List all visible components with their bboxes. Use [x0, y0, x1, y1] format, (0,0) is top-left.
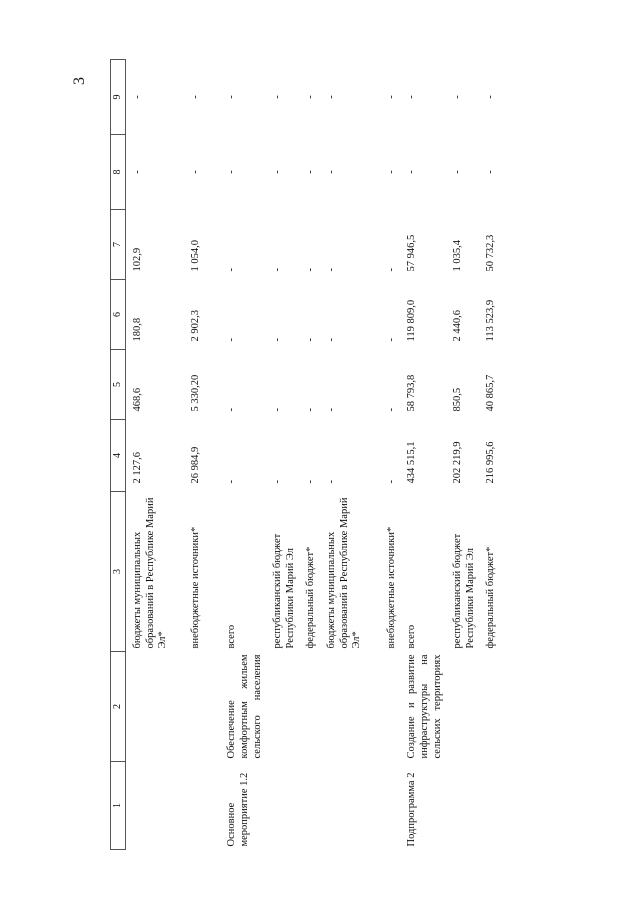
column-header: 2: [111, 652, 126, 762]
column-header: 8: [111, 135, 126, 210]
program-code-cell: [446, 762, 479, 850]
value-col8-cell: -: [226, 170, 238, 174]
value-col7-cell: 1 035,4: [452, 240, 464, 272]
value-col9-cell: -: [189, 95, 201, 99]
table-row: [126, 60, 172, 850]
table-row: [266, 60, 299, 850]
value-col8-cell: -: [189, 170, 201, 174]
value-col7-cell: 57 946,5: [406, 234, 418, 272]
program-name-cell: Создание и развитие инфраструктуры на сельских территориях: [406, 654, 443, 759]
program-name-cell: [320, 652, 366, 762]
value-col6-cell: 113 523,9: [485, 299, 497, 342]
value-col6-cell: -: [385, 338, 397, 342]
value-col7-cell: -: [272, 268, 284, 272]
value-col5-cell: -: [325, 408, 337, 412]
value-col5-cell: 40 865,7: [485, 374, 497, 412]
funding-source-cell: внебюджетные источники*: [385, 526, 397, 649]
budget-table: [110, 59, 500, 850]
page-number: 3: [71, 77, 88, 85]
value-col4-cell: 202 219,9: [452, 441, 464, 484]
value-col7-cell: -: [226, 268, 238, 272]
column-header: 5: [111, 350, 126, 420]
table-row: [204, 60, 266, 850]
value-col9-cell: -: [305, 95, 317, 99]
value-col8-cell: -: [325, 170, 337, 174]
value-col9-cell: -: [452, 95, 464, 99]
value-col4-cell: -: [226, 480, 238, 484]
funding-source-cell: федеральный бюджет*: [485, 546, 497, 649]
value-col5-cell: -: [272, 408, 284, 412]
funding-source-cell: бюджеты муниципальных образований в Республике Марий Эл*: [132, 497, 169, 649]
column-header: 4: [111, 420, 126, 492]
header-row: [111, 60, 126, 850]
value-col7-cell: -: [305, 268, 317, 272]
table-row: [320, 60, 366, 850]
program-code-cell: [366, 762, 401, 850]
program-name-cell: [446, 652, 479, 762]
value-col6-cell: 119 809,0: [406, 299, 418, 342]
value-col5-cell: 468,6: [132, 387, 143, 412]
value-col5-cell: 58 793,8: [406, 374, 418, 412]
value-col5-cell: 850,5: [452, 387, 464, 412]
value-col6-cell: -: [325, 338, 337, 342]
value-col4-cell: 434 515,1: [406, 441, 418, 484]
program-name-cell: [479, 652, 500, 762]
table-row: [366, 60, 401, 850]
program-code-cell: [299, 762, 320, 850]
program-code-cell: [266, 762, 299, 850]
table-row: [400, 60, 446, 850]
value-col4-cell: 26 984,9: [189, 446, 201, 484]
funding-source-cell: бюджеты муниципальных образований в Республике Марий Эл*: [325, 497, 363, 649]
value-col6-cell: -: [272, 338, 284, 342]
value-col8-cell: -: [132, 170, 143, 174]
value-col8-cell: -: [272, 170, 284, 174]
value-col4-cell: 216 995,6: [485, 441, 497, 484]
value-col6-cell: 2 440,6: [452, 310, 464, 342]
value-col7-cell: 50 732,3: [485, 234, 497, 272]
program-code-cell: [479, 762, 500, 850]
value-col9-cell: -: [406, 95, 418, 99]
funding-source-cell: всего: [406, 624, 418, 649]
value-col6-cell: 2 902,3: [189, 310, 201, 342]
value-col7-cell: -: [325, 268, 337, 272]
column-header: 6: [111, 280, 126, 350]
table-body: [126, 60, 500, 850]
value-col9-cell: -: [226, 95, 238, 99]
table-row: [446, 60, 479, 850]
column-header: 9: [111, 60, 126, 135]
funding-source-cell: федеральный бюджет*: [305, 546, 317, 649]
value-col4-cell: -: [305, 480, 317, 484]
value-col8-cell: -: [406, 170, 418, 174]
table-row: [172, 60, 205, 850]
column-header: 7: [111, 210, 126, 280]
program-code-cell: Основное мероприятие 1.2: [226, 772, 250, 847]
program-code-cell: [126, 762, 172, 850]
column-header: 3: [111, 492, 126, 652]
program-code-cell: [172, 762, 205, 850]
value-col4-cell: -: [325, 480, 337, 484]
value-col8-cell: -: [485, 170, 497, 174]
value-col5-cell: 5 330,20: [189, 374, 201, 412]
funding-source-cell: внебюджетные источники*: [189, 526, 201, 649]
value-col9-cell: -: [485, 95, 497, 99]
program-name-cell: Обеспечение комфортным жильем сельского населения: [226, 654, 263, 759]
program-name-cell: [126, 652, 172, 762]
value-col9-cell: -: [272, 95, 284, 99]
value-col4-cell: -: [385, 480, 397, 484]
program-code-cell: [320, 762, 366, 850]
value-col6-cell: 180,8: [132, 317, 143, 342]
value-col6-cell: -: [305, 338, 317, 342]
column-header: 1: [111, 762, 126, 850]
program-name-cell: [299, 652, 320, 762]
program-name-cell: [266, 652, 299, 762]
value-col5-cell: -: [226, 408, 238, 412]
value-col7-cell: 1 054,0: [189, 240, 201, 272]
value-col9-cell: -: [132, 95, 143, 99]
value-col9-cell: -: [325, 95, 337, 99]
funding-source-cell: всего: [226, 624, 238, 649]
value-col7-cell: -: [385, 268, 397, 272]
value-col4-cell: -: [272, 480, 284, 484]
program-name-cell: [366, 652, 401, 762]
funding-source-cell: республиканский бюджет Республики Марий Эл: [272, 533, 296, 649]
table-row: [299, 60, 320, 850]
program-code-cell: Подпрограмма 2: [406, 772, 418, 847]
program-name-cell: [172, 652, 205, 762]
value-col8-cell: -: [385, 170, 397, 174]
table-row: [479, 60, 500, 850]
value-col5-cell: -: [385, 408, 397, 412]
funding-source-cell: республиканский бюджет Республики Марий Эл: [452, 533, 476, 649]
value-col9-cell: -: [385, 95, 397, 99]
value-col6-cell: -: [226, 338, 238, 342]
value-col5-cell: -: [305, 408, 317, 412]
value-col8-cell: -: [305, 170, 317, 174]
rotated-table-wrapper: [110, 60, 580, 850]
value-col8-cell: -: [452, 170, 464, 174]
value-col7-cell: 102,9: [132, 247, 143, 272]
value-col4-cell: 2 127,6: [132, 452, 143, 484]
